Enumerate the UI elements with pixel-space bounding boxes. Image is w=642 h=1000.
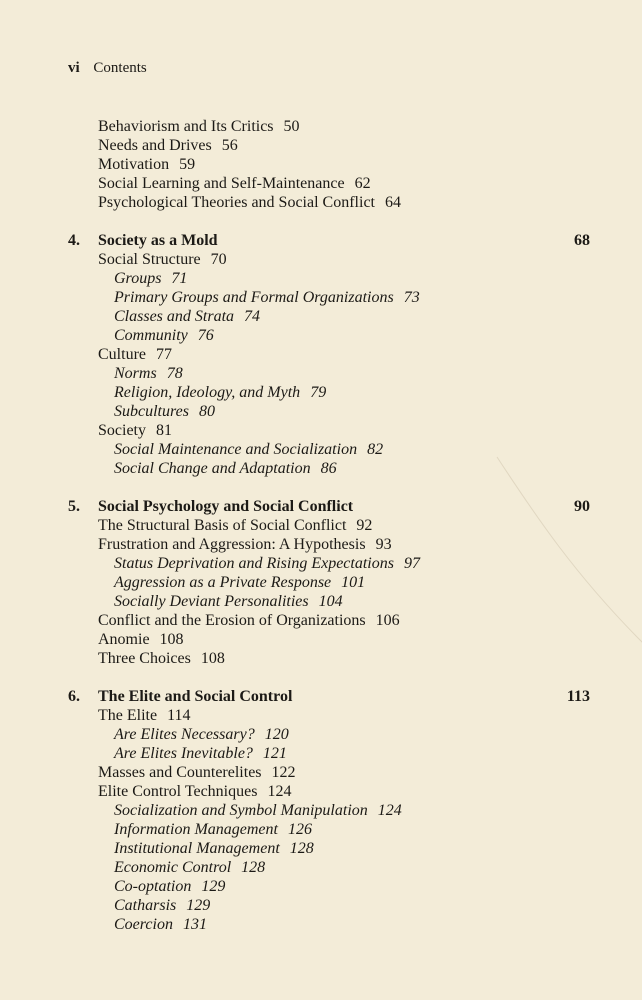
entry-page-number: 101 [341, 574, 366, 591]
entry-title: Frustration and Aggression: A Hypothesis [98, 536, 366, 553]
entry-page-number: 131 [182, 916, 207, 933]
toc-subentry [114, 725, 289, 744]
toc-entry [98, 193, 401, 212]
toc-subentry [114, 820, 312, 839]
entry-page-number: 108 [200, 650, 225, 667]
entry-page-number: 128 [241, 859, 266, 876]
entry-title: Religion, Ideology, and Myth [114, 384, 301, 401]
entry-page-number: 78 [166, 365, 183, 382]
toc-entry [98, 345, 172, 364]
chapter-heading [68, 231, 590, 250]
entry-title: The Elite [98, 707, 158, 724]
chapter-title: Society as a Mold [98, 232, 218, 249]
chapter-number: 5. [68, 498, 80, 515]
toc-entry [98, 763, 296, 782]
toc-subentry [114, 440, 383, 459]
entry-page-number: 104 [318, 593, 343, 610]
toc-subentry [114, 326, 214, 345]
entry-title: Social Learning and Self-Maintenance [98, 175, 345, 192]
entry-title: Social Structure [98, 251, 201, 268]
entry-title: Conflict and the Erosion of Organizations [98, 612, 366, 629]
entry-title: Are Elites Necessary? [114, 726, 255, 743]
entry-page-number: 50 [283, 118, 300, 135]
entry-page-number: 82 [367, 441, 384, 458]
toc-subentry [114, 573, 365, 592]
toc-entry [98, 535, 392, 554]
entry-page-number: 120 [264, 726, 289, 743]
toc-subentry [114, 858, 265, 877]
entry-title: Norms [114, 365, 157, 382]
entry-title: Information Management [114, 821, 278, 838]
toc-entry [98, 155, 195, 174]
entry-page-number: 108 [159, 631, 184, 648]
toc-entry [98, 174, 371, 193]
paper-crease [495, 455, 642, 645]
entry-page-number: 74 [244, 308, 261, 325]
toc-entry [98, 649, 225, 668]
entry-title: Culture [98, 346, 146, 363]
entry-page-number: 126 [287, 821, 312, 838]
toc-subentry [114, 307, 260, 326]
entry-page-number: 62 [354, 175, 371, 192]
chapter-page-number: 90 [574, 498, 590, 515]
entry-title: Subcultures [114, 403, 189, 420]
entry-page-number: 73 [403, 289, 420, 306]
entry-title: Economic Control [114, 859, 232, 876]
chapter-page-number: 113 [566, 688, 590, 705]
entry-page-number: 79 [310, 384, 327, 401]
entry-title: Co-optation [114, 878, 192, 895]
entry-title: Masses and Counterelites [98, 764, 262, 781]
chapter-title: The Elite and Social Control [98, 688, 293, 705]
toc-entry [98, 117, 300, 136]
entry-title: Society [98, 422, 146, 439]
toc-entry [98, 421, 172, 440]
entry-title: Primary Groups and Formal Organizations [114, 289, 394, 306]
entry-page-number: 59 [179, 156, 196, 173]
entry-title: Elite Control Techniques [98, 783, 258, 800]
entry-title: Behaviorism and Its Critics [98, 118, 274, 135]
entry-page-number: 86 [320, 460, 337, 477]
running-title: Contents [93, 60, 147, 76]
entry-page-number: 80 [198, 403, 215, 420]
toc-entry [98, 630, 184, 649]
entry-page-number: 129 [186, 897, 211, 914]
entry-page-number: 122 [271, 764, 296, 781]
toc-subentry [114, 383, 326, 402]
entry-page-number: 93 [375, 536, 392, 553]
toc-subentry [114, 364, 183, 383]
entry-title: Status Deprivation and Rising Expectations [114, 555, 394, 572]
toc-subentry [114, 269, 187, 288]
entry-title: Socialization and Symbol Manipulation [114, 802, 368, 819]
entry-title: Needs and Drives [98, 137, 212, 154]
entry-title: Coercion [114, 916, 173, 933]
chapter-heading [68, 687, 590, 706]
entry-title: Aggression as a Private Response [114, 574, 332, 591]
toc-subentry [114, 744, 287, 763]
toc-entry [98, 611, 400, 630]
entry-title: Are Elites Inevitable? [114, 745, 253, 762]
toc-entry [98, 136, 238, 155]
chapter-page-number: 68 [574, 232, 590, 249]
entry-page-number: 77 [156, 346, 172, 363]
toc-subentry [114, 288, 420, 307]
entry-title: Social Maintenance and Socialization [114, 441, 358, 458]
entry-page-number: 81 [156, 422, 172, 439]
chapter-number: 6. [68, 688, 80, 705]
toc-subentry [114, 592, 343, 611]
toc-subentry [114, 554, 420, 573]
entry-title: Psychological Theories and Social Conflict [98, 194, 375, 211]
toc-subentry [114, 402, 215, 421]
entry-title: Motivation [98, 156, 170, 173]
entry-page-number: 114 [167, 707, 191, 724]
entry-title: Anomie [98, 631, 150, 648]
entry-title: Groups [114, 270, 162, 287]
entry-title: Community [114, 327, 188, 344]
toc-subentry [114, 915, 207, 934]
entry-page-number: 121 [262, 745, 287, 762]
toc-subentry [114, 839, 314, 858]
entry-page-number: 70 [210, 251, 227, 268]
toc-entry [98, 782, 291, 801]
entry-page-number: 64 [384, 194, 401, 211]
toc-subentry [114, 801, 402, 820]
toc-subentry [114, 877, 225, 896]
toc-entry [98, 250, 227, 269]
entry-title: Catharsis [114, 897, 177, 914]
toc-entry [98, 516, 372, 535]
entry-title: Institutional Management [114, 840, 280, 857]
entry-page-number: 56 [221, 137, 238, 154]
entry-page-number: 92 [356, 517, 373, 534]
entry-page-number: 124 [267, 783, 292, 800]
toc-subentry [114, 896, 210, 915]
page-number-roman: vi [68, 60, 80, 76]
entry-page-number: 124 [377, 802, 402, 819]
entry-page-number: 76 [197, 327, 214, 344]
chapter-number: 4. [68, 232, 80, 249]
toc-subentry [114, 459, 337, 478]
toc-entry [98, 706, 191, 725]
chapter-title: Social Psychology and Social Conflict [98, 498, 354, 515]
entry-title: Social Change and Adaptation [114, 460, 311, 477]
entry-title: The Structural Basis of Social Conflict [98, 517, 347, 534]
entry-title: Classes and Strata [114, 308, 235, 325]
entry-page-number: 128 [289, 840, 314, 857]
entry-title: Socially Deviant Personalities [114, 593, 309, 610]
entry-page-number: 97 [403, 555, 420, 572]
entry-title: Three Choices [98, 650, 191, 667]
entry-page-number: 71 [171, 270, 188, 287]
running-header [68, 60, 147, 77]
entry-page-number: 129 [201, 878, 226, 895]
chapter-heading [68, 497, 590, 516]
entry-page-number: 106 [375, 612, 400, 629]
